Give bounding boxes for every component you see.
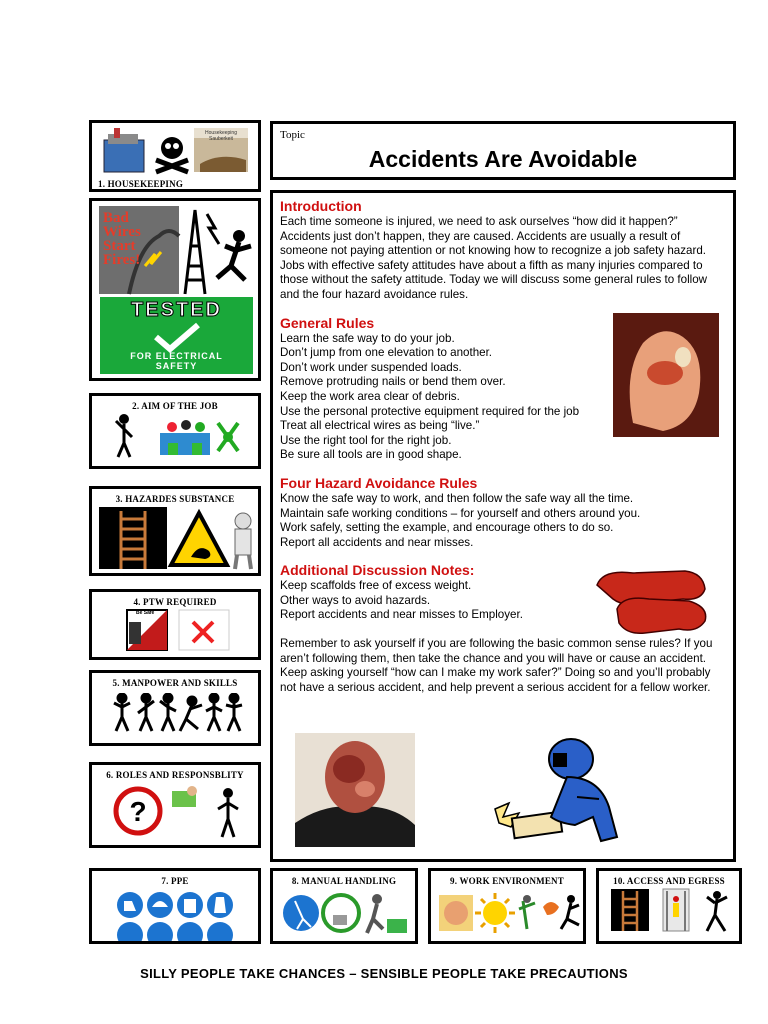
note-item: Other ways to avoid hazards.: [280, 593, 431, 607]
welder-illustration: [489, 737, 629, 849]
sign-word: Fires!: [103, 252, 141, 268]
notes-heading: Additional Discussion Notes:: [280, 562, 475, 579]
hazard-rule: Know the safe way to work, and then follow the safe way all the time.: [280, 491, 634, 505]
housekeeping-panel: [89, 120, 261, 192]
burned-face-photo: [295, 733, 415, 847]
ppe-illustration: [116, 889, 240, 941]
manual-handling-illustration: [283, 889, 411, 939]
hazard-rule: Report all accidents and near misses.: [280, 535, 474, 549]
manual-handling-panel: [270, 868, 418, 944]
sign-word: Wires: [103, 224, 141, 240]
general-rule: Don’t jump from one elevation to another.: [280, 346, 493, 360]
access-egress-caption: 10. ACCESS AND EGRESS: [613, 876, 725, 886]
ptw-caption: 4. PTW REQUIRED: [133, 597, 217, 607]
sign-word: Bad: [103, 210, 129, 226]
note-item: Keep scaffolds free of excess weight.: [280, 579, 472, 593]
aim-illustration: [112, 413, 242, 459]
topic-header: [270, 121, 736, 180]
general-rule: Treat all electrical wires as being “live.”: [280, 419, 480, 433]
intro-heading: Introduction: [280, 198, 362, 214]
work-environment-caption: 9. WORK ENVIRONMENT: [450, 876, 564, 886]
tested-subtitle: FOR ELECTRICAL SAFETY: [130, 351, 223, 371]
note-item: Report accidents and near misses to Employer.: [280, 608, 523, 622]
ptw-panel: [89, 589, 261, 660]
general-rule: Remove protruding nails or bend them over.: [280, 375, 506, 389]
ppe-panel: [89, 868, 261, 944]
tested-badge: [100, 297, 253, 374]
roles-panel: [89, 762, 261, 848]
aim-panel: [89, 393, 261, 469]
hazard-rule: Maintain safe working conditions – for yourself and others around you.: [280, 506, 641, 520]
hazards-illustration: [99, 507, 257, 571]
general-rule: Use the personal protective equipment required for the job: [280, 404, 580, 418]
hazard-rule: Work safely, setting the example, and encourage others to do so.: [280, 521, 614, 535]
housekeeping-caption: 1. HOUSEKEEPING: [98, 179, 184, 189]
intro-body: Each time someone is injured, we need to ask ourselves “how did it happen?” Accidents just don’t happen, they are caused. Accidents are usually a result of someone not paying attention or not knowing how to recognize a job safety hazard. Jobs with effective safety attitudes have about a fifth as many injuries compared to those without the safety attitude. Today we will discuss some general rules to follow and the four hazard avoidance rules.: [280, 215, 708, 301]
electrical-panel: [89, 198, 261, 381]
closing-paragraph: Remember to ask yourself if you are following the basic common sense rules? If you aren’t following them, then take the chance and you will have or cause an accident. Keep asking yourself “how can I make my work safer?” Doing so and you’ll probably not have a serious accident, and help prevent a serious accident for a fellow worker.: [280, 637, 713, 694]
access-egress-illustration: [611, 887, 735, 939]
four-rules-heading: Four Hazard Avoidance Rules: [280, 474, 478, 491]
work-environment-illustration: [439, 889, 581, 939]
hazards-panel: [89, 486, 261, 576]
general-rules-heading: General Rules: [280, 314, 375, 331]
general-rule: Keep the work area clear of debris.: [280, 389, 460, 403]
main-content: [270, 190, 736, 862]
tested-label: TESTED: [131, 299, 222, 321]
aim-caption: 2. AIM OF THE JOB: [132, 401, 218, 411]
burned-hand-photo: [613, 313, 719, 437]
page-title: Accidents Are Avoidable: [368, 146, 638, 172]
roles-illustration: [110, 783, 250, 841]
general-rules-section: [280, 315, 610, 463]
manual-handling-caption: 8. MANUAL HANDLING: [291, 876, 397, 886]
footer-slogan: SILLY PEOPLE TAKE CHANCES – SENSIBLE PEOPLE TAKE PRECAUTIONS: [140, 966, 628, 981]
gloves-icon: [593, 559, 713, 639]
general-rule: Don’t work under suspended loads.: [280, 360, 462, 374]
sign-word: Start: [103, 238, 136, 254]
work-environment-panel: [428, 868, 586, 944]
general-rule: Use the right tool for the right job.: [280, 433, 452, 447]
bad-wires-sign: [103, 211, 147, 267]
manpower-illustration: [112, 693, 244, 733]
ptw-sign-text: Be Safe: [136, 610, 155, 616]
general-rule: Learn the safe way to do your job.: [280, 331, 455, 345]
manpower-panel: [89, 670, 261, 746]
access-egress-panel: [596, 868, 742, 944]
general-rule: Be sure all tools are in good shape.: [280, 448, 462, 462]
checkmark-icon: [152, 321, 202, 353]
roles-caption: 6. ROLES AND RESPONSBLITY: [106, 770, 244, 780]
manpower-caption: 5. MANPOWER AND SKILLS: [112, 678, 238, 688]
housekeeping-sign-text: Housekeeping Sauberkeit: [205, 130, 237, 142]
hazards-caption: 3. HAZARDES SUBSTANCE: [115, 494, 235, 504]
four-rules-section: [280, 475, 726, 550]
intro-section: [280, 198, 726, 303]
topic-label: Topic: [280, 129, 305, 141]
svg-text:?: ?: [129, 796, 147, 827]
ppe-caption: 7. PPE: [161, 876, 189, 886]
